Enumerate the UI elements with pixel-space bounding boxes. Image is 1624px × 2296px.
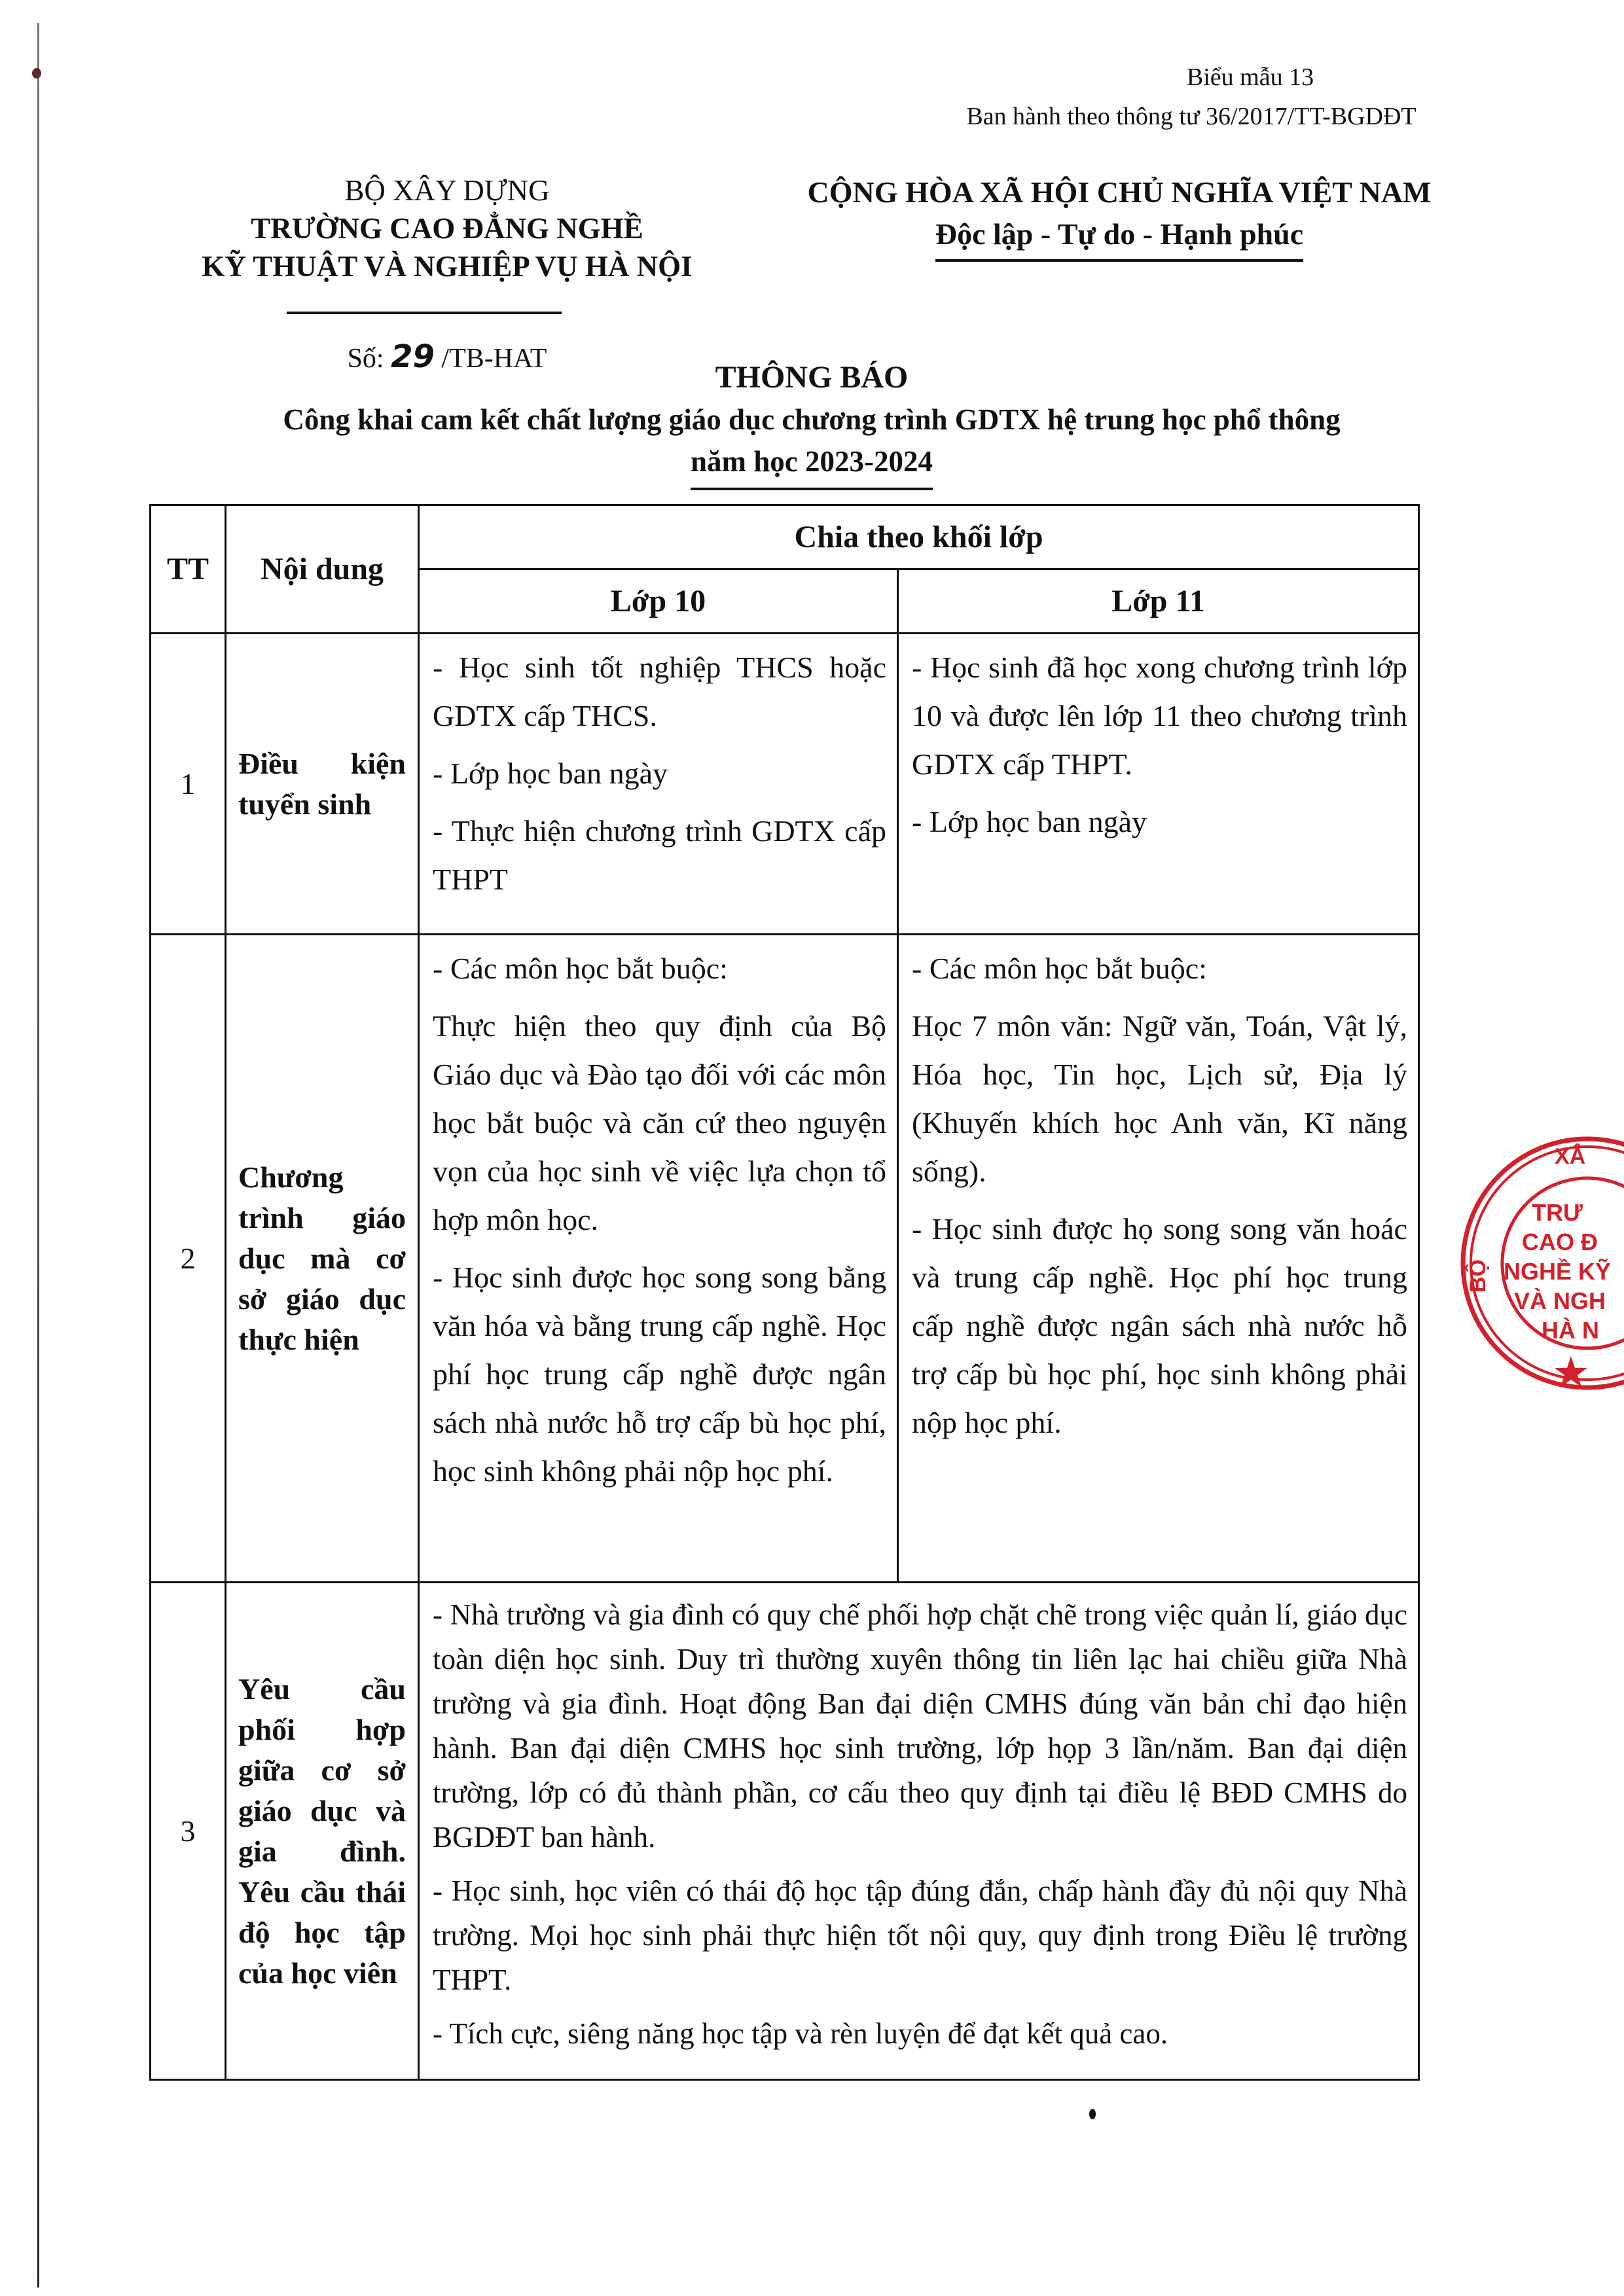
row-label: Yêu cầu phối hợp giữa cơ sở giáo dục và gia đình. Yêu cầu thái độ học tập của học viên [226,1583,419,2080]
form-number: Biểu mẫu 13 [1186,63,1314,91]
doc-number-suffix: /TB-HAT [441,344,547,374]
national-header [772,171,1466,262]
cell-paragraph: - Học sinh được học song song bằng văn hóa và bằng trung cấp nghề. Học phí học trung cấp nghề được ngân sách nhà nước hỗ trợ cấp bù học phí, học sinh không phải nộp học phí. [433,1261,886,1488]
row-number: 2 [151,935,226,1583]
doc-number-label: Số: [347,344,384,374]
commitment-table [149,504,1420,2081]
row-label: Điều kiện tuyển sinh [226,634,419,935]
cell-paragraph: - Các môn học bắt buộc: [912,952,1207,985]
seal-line: NGHỀ KỸ [1504,1258,1612,1285]
cell-paragraph: - Tích cực, siêng năng học tập và rèn luyện để đạt kết quả cao. [433,2017,1168,2050]
row-label: Chương trình giáo dục mà cơ sở giáo dục thực hiện [226,935,419,1583]
cell-paragraph: - Học sinh đã học xong chương trình lớp 10 và được lên lớp 11 theo chương trình GDTX cấp THPT. [912,651,1408,781]
merged-cell [419,1583,1419,2080]
table-row [151,1583,1419,2080]
scan-artifact-dot [32,68,41,79]
official-seal-stamp [1456,1132,1624,1394]
scan-artifact-dot [1089,2109,1096,2119]
seal-ring-left-text: BỘ [1466,1259,1490,1293]
seal-line: VÀ NGH [1514,1287,1606,1314]
row-number: 1 [151,634,226,935]
school-name-line1: TRƯỜNG CAO ĐẲNG NGHỀ [251,212,643,245]
cell-paragraph: - Lớp học ban ngày [912,805,1147,838]
seal-line: CAO Đ [1522,1229,1598,1255]
country-name: CỘNG HÒA XÃ HỘI CHỦ NGHĨA VIỆT NAM [807,175,1432,209]
cell-paragraph: - Thực hiện chương trình GDTX cấp THPT [433,814,886,896]
cell-paragraph: - Học sinh tốt nghiệp THCS hoặc GDTX cấp THCS. [433,651,886,732]
issued-by: Ban hành theo thông tư 36/2017/TT-BGDĐT [966,103,1416,130]
organization-header [162,171,732,378]
seal-ring-top-text: XÂ [1555,1144,1586,1169]
header-tt: TT [151,505,226,634]
header-content: Nội dung [226,505,419,634]
seal-line: HÀ N [1542,1317,1599,1344]
ministry-name: BỘ XÂY DỰNG [344,174,550,207]
seal-line: TRƯ [1532,1199,1583,1226]
grade11-cell [898,634,1419,935]
cell-paragraph: Học 7 môn văn: Ngữ văn, Toán, Vật lý, Hóa học, Tin học, Lịch sử, Địa lý (Khuyến khích học Anh văn, Kĩ năng sống). [912,1009,1408,1188]
cell-paragraph: - Học sinh được họ song song văn hoác và trung cấp nghề. Học phí học trung cấp nghề được ngân sách nhà nước hỗ trợ cấp bù học phí, học sinh không phải nộp học phí. [912,1212,1408,1439]
form-header [936,58,1447,136]
header-grade10: Lớp 10 [419,569,898,634]
table-row [151,634,1419,935]
scan-edge-line [37,23,39,2287]
national-motto: Độc lập - Tự do - Hạnh phúc [935,213,1303,262]
document-subtitle: Công khai cam kết chất lượng giáo dục chương trình GDTX hệ trung học phổ thông [283,403,1341,436]
header-grade11: Lớp 11 [898,569,1419,634]
cell-paragraph: - Nhà trường và gia đình có quy chế phối hợp chặt chẽ trong việc quản lí, giáo dục toàn diện học sinh. Duy trì thường xuyên thông tin liên lạc hai chiều giữa Nhà trường và gia đình. Hoạt động Ban đại diện CMHS đúng văn bản chỉ đạo hiện hành. Ban đại diện CMHS học sinh trường, lớp họp 3 lần/năm. Ban đại diện trường, lớp có đủ thành phần, cơ cấu theo quy định tại điều lệ BĐD CMHS do BGDĐT ban hành. [433,1598,1408,1854]
school-name-line2: KỸ THUẬT VÀ NGHIỆP VỤ HÀ NỘI [202,250,693,283]
document-title: THÔNG BÁO [715,360,909,395]
grade11-cell [898,935,1419,1583]
document-title-block [131,357,1492,490]
header-group: Chia theo khối lớp [419,505,1419,569]
cell-paragraph: - Lớp học ban ngày [433,757,668,790]
school-year: năm học 2023-2024 [691,440,933,490]
cell-paragraph: Thực hiện theo quy định của Bộ Giáo dục và Đào tạo đối với các môn học bắt buộc và căn cứ theo nguyện vọn của học sinh về việc lựa chọn tổ hợp môn học. [433,1009,886,1236]
cell-paragraph: - Các môn học bắt buộc: [433,952,728,985]
header-underline [287,305,562,314]
cell-paragraph: - Học sinh, học viên có thái độ học tập đúng đắn, chấp hành đầy đủ nội quy Nhà trường. Mọi học sinh phải thực hiện tốt nội quy, quy định trong Điều lệ trường THPT. [433,1874,1408,1996]
table-row [151,935,1419,1583]
row-number: 3 [151,1583,226,2080]
grade10-cell [419,935,898,1583]
grade10-cell [419,634,898,935]
doc-number-handwritten: 29 [391,338,435,375]
